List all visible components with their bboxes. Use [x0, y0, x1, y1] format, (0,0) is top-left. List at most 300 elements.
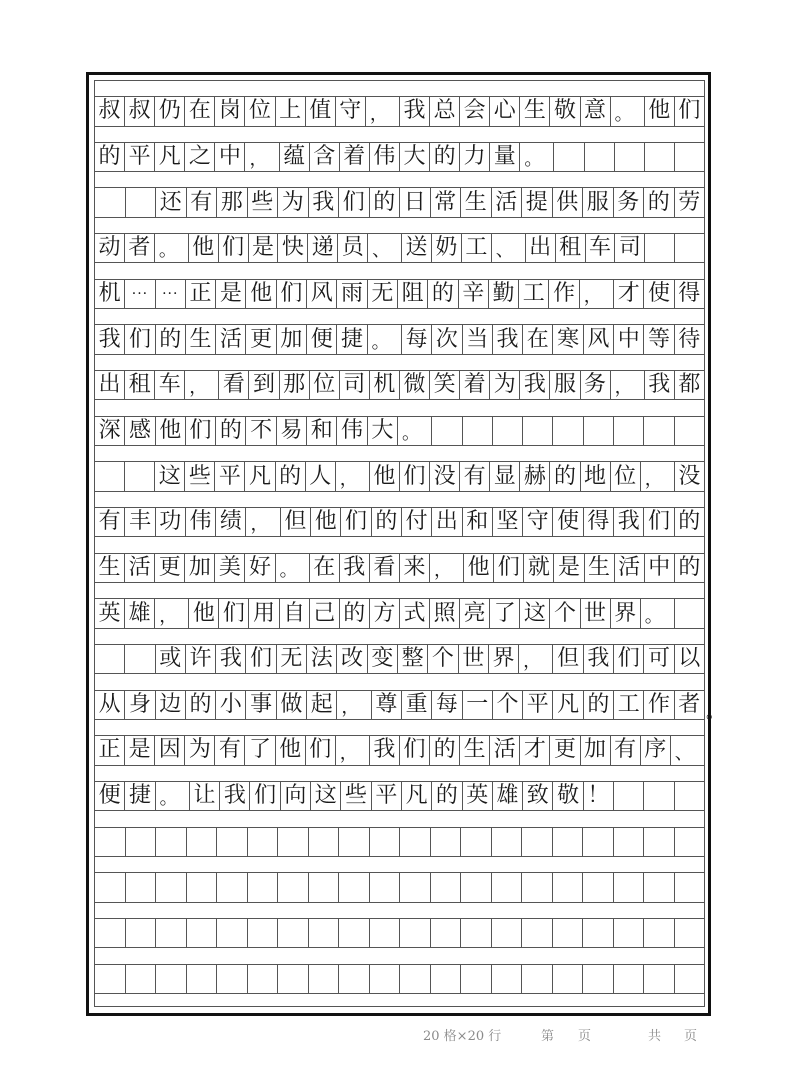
grid-cell: 英 [463, 782, 493, 811]
grid-cell: 有 [460, 462, 490, 491]
grid-cell: 位 [310, 371, 340, 400]
grid-cell: 司 [615, 234, 645, 263]
grid-cell: 们 [400, 736, 430, 765]
grid-cell: 的 [156, 325, 186, 354]
grid-cell: 我 [520, 371, 550, 400]
grid-cell: ， [611, 371, 645, 400]
grid-cell: 边 [156, 691, 186, 720]
grid-cell: 每 [432, 691, 462, 720]
grid-cell: 工 [462, 234, 492, 263]
grid-cell: 了 [490, 599, 520, 628]
grid-cell: 凡 [553, 691, 583, 720]
grid-cell: 功 [156, 508, 186, 537]
empty-grid-cell [614, 417, 644, 446]
grid-cell: 式 [400, 599, 430, 628]
empty-grid-cell [156, 919, 187, 948]
empty-grid-cell [522, 828, 553, 857]
grid-cell: 更 [155, 554, 185, 583]
grid-cell: 他 [156, 417, 186, 446]
grid-cell: 地 [581, 462, 611, 491]
empty-grid-cell [553, 965, 584, 994]
grid-cell: 才 [614, 280, 644, 309]
grid-cell: 递 [308, 234, 338, 263]
empty-grid-cell [492, 919, 523, 948]
grid-cell: ··· [125, 280, 155, 309]
grid-cell: 机 [95, 280, 125, 309]
grid-cell: 笑 [430, 371, 460, 400]
grid-cell: 辛 [459, 280, 489, 309]
grid-cell: 无 [277, 645, 307, 674]
grid-cell: 和 [307, 417, 337, 446]
grid-cell: 整 [398, 645, 428, 674]
grid-cell: 有 [187, 188, 218, 217]
grid-cell: 守 [336, 97, 366, 126]
grid-cell: 那 [280, 371, 310, 400]
empty-grid-cell [584, 417, 614, 446]
empty-grid-cell [583, 965, 614, 994]
empty-grid-cell [370, 873, 401, 902]
grid-cell: 个 [428, 645, 458, 674]
grid-cell: ， [580, 280, 614, 309]
grid-cell: 法 [307, 645, 337, 674]
grid-cell: 服 [583, 188, 614, 217]
grid-cell: 有 [95, 508, 125, 537]
grid-cell: 加 [581, 736, 611, 765]
grid-cell: 尊 [372, 691, 402, 720]
total-pages-suffix: 页 [684, 1029, 698, 1044]
grid-cell: 们 [400, 462, 430, 491]
grid-cell: 作 [549, 280, 579, 309]
grid-cell: 的 [370, 188, 401, 217]
grid-cell: 就 [524, 554, 554, 583]
grid-cell: 寒 [553, 325, 583, 354]
empty-grid-cell [553, 919, 584, 948]
empty-grid-cell [675, 782, 704, 811]
grid-cell: 着 [340, 143, 370, 172]
grid-cell: 生 [520, 97, 550, 126]
empty-grid-cell [644, 965, 675, 994]
empty-grid-cell [339, 919, 370, 948]
grid-cell: 的 [644, 188, 675, 217]
grid-row [95, 827, 704, 858]
empty-grid-cell [248, 873, 279, 902]
empty-grid-cell [126, 919, 157, 948]
grid-cell: 出 [526, 234, 556, 263]
grid-cell: 看 [370, 554, 400, 583]
grid-cell: 之 [185, 143, 215, 172]
grid-cell: 活 [490, 736, 520, 765]
empty-grid-cell [583, 919, 614, 948]
grid-cell: 租 [125, 371, 155, 400]
grid-cell: 丰 [125, 508, 155, 537]
empty-grid-cell [339, 873, 370, 902]
empty-grid-cell [675, 873, 705, 902]
grid-cell: 变 [368, 645, 398, 674]
grid-row [95, 507, 704, 538]
grid-cell: 可 [644, 645, 674, 674]
grid-cell: 是 [125, 736, 155, 765]
empty-grid-cell [278, 965, 309, 994]
grid-cell: 人 [306, 462, 336, 491]
grid-cell: 位 [611, 462, 641, 491]
empty-grid-cell [614, 919, 645, 948]
grid-cell: 更 [550, 736, 580, 765]
grid-cell: 凡 [155, 143, 185, 172]
empty-grid-cell [400, 873, 431, 902]
grid-cell: 。 [276, 554, 310, 583]
grid-cell: 中 [614, 325, 644, 354]
empty-grid-cell [432, 417, 462, 446]
grid-cell: 意 [581, 97, 611, 126]
grid-row [95, 644, 704, 675]
empty-grid-cell [248, 919, 279, 948]
grid-cell: 阻 [398, 280, 428, 309]
grid-cell: ， [336, 736, 370, 765]
empty-grid-cell [645, 143, 675, 172]
grid-cell: 的 [95, 143, 125, 172]
empty-grid-cell [553, 873, 584, 902]
grid-cell: 我 [340, 554, 370, 583]
empty-grid-cell [125, 645, 155, 674]
grid-cell: 不 [246, 417, 276, 446]
grid-cell: ， [246, 508, 280, 537]
grid-row [95, 461, 704, 492]
grid-cell: 我 [400, 97, 430, 126]
empty-grid-cell [463, 417, 493, 446]
empty-grid-cell [675, 417, 704, 446]
grid-cell: 们 [125, 325, 155, 354]
empty-grid-cell [461, 965, 492, 994]
grid-cell: 他 [464, 554, 494, 583]
grid-cell: 我 [216, 645, 246, 674]
grid-cell: 那 [217, 188, 248, 217]
grid-cell: 还 [156, 188, 187, 217]
grid-cell: 们 [306, 736, 336, 765]
grid-cell: 来 [400, 554, 430, 583]
grid-cell: 雨 [337, 280, 367, 309]
grid-cell: 他 [189, 234, 219, 263]
grid-cell: 的 [678, 509, 701, 535]
grid-cell: 有 [215, 736, 245, 765]
grid-cell: 叔 [95, 97, 125, 126]
grid-cell: 好 [245, 554, 275, 583]
empty-grid-cell [126, 873, 157, 902]
empty-grid-cell [614, 965, 645, 994]
grid-cell: 员 [338, 234, 368, 263]
grid-cell: 使 [644, 280, 674, 309]
grid-cell: 出 [432, 508, 462, 537]
grid-cell: 感 [125, 417, 155, 446]
empty-grid-cell [553, 417, 583, 446]
grid-cell: 生 [460, 736, 490, 765]
empty-grid-cell [493, 417, 523, 446]
grid-cell: 我 [95, 325, 125, 354]
grid-cell: 些 [185, 462, 215, 491]
grid-cell: 风 [307, 280, 337, 309]
grid-cell: 位 [245, 97, 275, 126]
grid-cell: 但 [553, 645, 583, 674]
grid-cell: 起 [307, 691, 337, 720]
grid-cell: 生 [186, 325, 216, 354]
grid-row [95, 690, 704, 721]
grid-cell: 深 [95, 417, 125, 446]
grid-cell: 以 [678, 646, 701, 672]
grid-cell: 得 [678, 280, 701, 306]
grid-cell: 中 [645, 554, 675, 583]
grid-cell: 快 [278, 234, 308, 263]
grid-cell: 者 [125, 234, 155, 263]
grid-cell: 他 [276, 736, 306, 765]
grid-cell: 在 [310, 554, 340, 583]
grid-cell: 世 [459, 645, 489, 674]
empty-grid-cell [126, 965, 157, 994]
grid-cell: 他 [370, 462, 400, 491]
empty-grid-cell [644, 782, 674, 811]
grid-cell: 我 [493, 325, 523, 354]
grid-cell: 加 [185, 554, 215, 583]
empty-grid-cell [554, 143, 584, 172]
grid-cell: ， [337, 691, 371, 720]
empty-grid-cell [644, 873, 675, 902]
grid-cell: 。 [641, 599, 675, 628]
grid-cell: 我 [614, 508, 644, 537]
grid-cell: ， [245, 143, 279, 172]
empty-grid-cell [339, 828, 370, 857]
grid-cell: 中 [215, 143, 245, 172]
grid-cell: 界 [611, 599, 641, 628]
grid-cell: ， [336, 462, 370, 491]
grid-cell: 己 [310, 599, 340, 628]
grid-cell: ， [155, 599, 189, 628]
empty-grid-cell [615, 143, 645, 172]
empty-grid-cell [523, 417, 553, 446]
grid-cell: 序 [641, 736, 671, 765]
grid-cell: 奶 [432, 234, 462, 263]
grid-row [95, 187, 704, 218]
grid-cell: 用 [249, 599, 279, 628]
total-pages-prefix: 共 [648, 1029, 662, 1044]
empty-grid-cell [187, 965, 218, 994]
grid-cell: 着 [460, 371, 490, 400]
empty-grid-cell [522, 873, 553, 902]
empty-grid-cell [217, 919, 248, 948]
grid-cell: 是 [249, 234, 279, 263]
grid-cell: 者 [678, 691, 701, 717]
grid-row [95, 964, 704, 995]
grid-cell: 们 [219, 599, 249, 628]
empty-grid-cell [95, 965, 126, 994]
grid-cell: 们 [219, 234, 249, 263]
grid-cell: 方 [370, 599, 400, 628]
grid-cell: 微 [400, 371, 430, 400]
empty-grid-cell [522, 919, 553, 948]
grid-cell: 工 [519, 280, 549, 309]
grid-cell: 便 [307, 325, 337, 354]
grid-cell: 务 [581, 371, 611, 400]
grid-cell: 活 [125, 554, 155, 583]
grid-cell: 从 [95, 691, 125, 720]
grid-cell: 勤 [489, 280, 519, 309]
empty-grid-cell [431, 873, 462, 902]
grid-row [95, 781, 704, 812]
grid-row [95, 735, 704, 766]
grid-cell: 力 [460, 143, 490, 172]
grid-cell: 平 [372, 782, 402, 811]
empty-grid-cell [675, 234, 704, 263]
empty-grid-cell [95, 645, 125, 674]
grid-cell: 小 [216, 691, 246, 720]
empty-grid-cell [339, 965, 370, 994]
empty-grid-cell [522, 965, 553, 994]
grid-cell: 没 [678, 463, 701, 489]
grid-cell: 租 [556, 234, 586, 263]
grid-cell: 但 [281, 508, 311, 537]
empty-grid-cell [431, 919, 462, 948]
grid-cell: 们 [644, 508, 674, 537]
page-number-suffix: 页 [578, 1029, 592, 1044]
grid-cell: 雄 [493, 782, 523, 811]
grid-cell: 们 [339, 188, 370, 217]
grid-cell: 凡 [245, 462, 275, 491]
empty-grid-cell [492, 873, 523, 902]
empty-grid-cell [126, 188, 157, 217]
empty-grid-cell [370, 965, 401, 994]
empty-grid-cell [675, 965, 705, 994]
grid-cell: 们 [277, 280, 307, 309]
grid-row [95, 279, 704, 310]
empty-grid-cell [95, 462, 125, 491]
empty-grid-cell [644, 417, 674, 446]
grid-cell: 劳 [678, 189, 701, 215]
empty-grid-cell [248, 828, 279, 857]
grid-cell: 世 [581, 599, 611, 628]
grid-row [95, 416, 704, 447]
grid-cell: 易 [277, 417, 307, 446]
grid-cell: 赫 [520, 462, 550, 491]
grid-cell: 或 [156, 645, 186, 674]
grid-cell: 守 [523, 508, 553, 537]
grid-row [95, 142, 704, 173]
page-number-prefix: 第 [541, 1029, 555, 1044]
empty-grid-cell [126, 828, 157, 857]
grid-cell: 的 [584, 691, 614, 720]
grid-cell: 照 [430, 599, 460, 628]
grid-row [95, 553, 704, 584]
empty-grid-cell [400, 965, 431, 994]
grid-cell: ， [519, 645, 553, 674]
grid-cell: 在 [523, 325, 553, 354]
grid-cell: 身 [125, 691, 155, 720]
grid-cell: 出 [95, 371, 125, 400]
empty-grid-cell [217, 873, 248, 902]
empty-grid-cell [675, 919, 705, 948]
grid-cell: 坚 [493, 508, 523, 537]
grid-cell: 有 [611, 736, 641, 765]
grid-cell: 的 [428, 280, 458, 309]
grid-cell: 平 [523, 691, 553, 720]
grid-cell: ， [366, 97, 400, 126]
grid-cell: ， [430, 554, 464, 583]
grid-cell: 蕴 [280, 143, 310, 172]
grid-cell: 凡 [402, 782, 432, 811]
grid-cell: 日 [400, 188, 431, 217]
grid-cell: 得 [584, 508, 614, 537]
empty-grid-cell [278, 873, 309, 902]
empty-grid-cell [309, 919, 340, 948]
grid-cell: 常 [431, 188, 462, 217]
grid-row [95, 598, 704, 629]
grid-cell: 。 [398, 417, 432, 446]
grid-cell: 。 [155, 234, 189, 263]
grid-cell: 正 [95, 736, 125, 765]
empty-grid-cell [156, 828, 187, 857]
grid-cell: 美 [215, 554, 245, 583]
grid-cell: 些 [341, 782, 371, 811]
grid-cell: 活 [615, 554, 645, 583]
grid-cell: 量 [490, 143, 520, 172]
grid-cell: 每 [402, 325, 432, 354]
empty-grid-cell [461, 873, 492, 902]
grid-cell: 因 [155, 736, 185, 765]
grid-cell: ， [185, 371, 219, 400]
empty-grid-cell [675, 828, 705, 857]
grid-cell: 敬 [550, 97, 580, 126]
grid-cell: 我 [370, 736, 400, 765]
empty-grid-cell [248, 965, 279, 994]
grid-cell: 他 [311, 508, 341, 537]
grid-cell: 个 [550, 599, 580, 628]
grid-cell: 我 [309, 188, 340, 217]
grid-cell: 重 [402, 691, 432, 720]
grid-cell: 的 [430, 736, 460, 765]
empty-grid-cell [187, 919, 218, 948]
grid-cell: 一 [463, 691, 493, 720]
grid-cell: 自 [280, 599, 310, 628]
empty-grid-cell [187, 873, 218, 902]
grid-row [95, 918, 704, 949]
grid-cell: 许 [186, 645, 216, 674]
grid-cell: 这 [155, 462, 185, 491]
grid-cell: 服 [550, 371, 580, 400]
empty-grid-cell [644, 828, 675, 857]
grid-cell: 为 [490, 371, 520, 400]
grid-cell: 供 [553, 188, 584, 217]
grid-cell: 、 [674, 742, 693, 764]
empty-grid-cell [431, 828, 462, 857]
grid-cell: 。 [156, 782, 190, 811]
grid-cell: 、 [492, 234, 526, 263]
grid-cell: 的 [216, 417, 246, 446]
grid-cell: 无 [368, 280, 398, 309]
grid-cell: 他 [189, 599, 219, 628]
empty-grid-cell [278, 919, 309, 948]
grid-cell: 亮 [460, 599, 490, 628]
grid-cell: 正 [186, 280, 216, 309]
grid-cell: 雄 [125, 599, 155, 628]
empty-grid-cell [614, 873, 645, 902]
empty-grid-cell [400, 919, 431, 948]
overflow-punctuation: 。 [706, 701, 724, 723]
grid-cell: 绩 [216, 508, 246, 537]
grid-cell: 作 [644, 691, 674, 720]
grid-cell: 的 [340, 599, 370, 628]
empty-grid-cell [585, 143, 615, 172]
grid-row [95, 324, 704, 355]
empty-grid-cell [644, 919, 675, 948]
paper-inner-border [94, 80, 705, 1007]
grid-cell: 做 [277, 691, 307, 720]
empty-grid-cell [95, 188, 126, 217]
